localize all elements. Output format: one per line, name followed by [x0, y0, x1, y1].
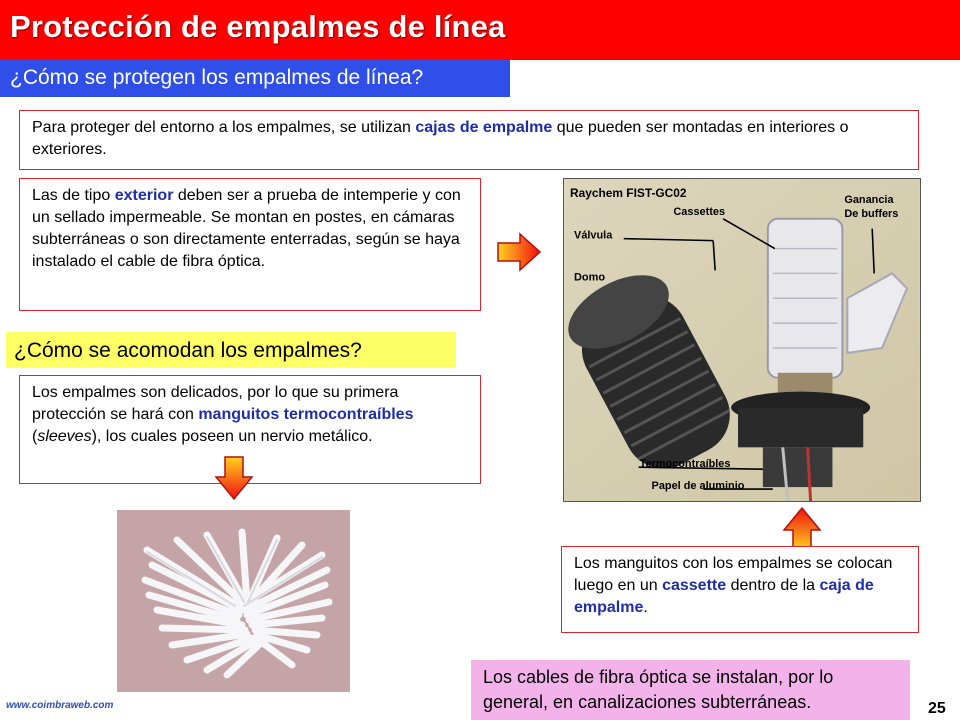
- intro-text-box: [19, 110, 919, 170]
- photo-label-model: Raychem FIST-GC02: [570, 185, 687, 200]
- splice-closure-photo: [563, 178, 921, 502]
- arrow-down-icon: [214, 455, 254, 501]
- photo-label-ganancia-1: Ganancia: [844, 193, 894, 206]
- intro-text-part: Para proteger del entorno a los empalmes, se utilizan: [32, 119, 416, 136]
- photo-label-ganancia-2: De buffers: [844, 207, 899, 220]
- cassette-text-part: Los manguitos con los empalmes se colocan luego en un: [574, 555, 893, 594]
- page-number: 25: [928, 700, 946, 717]
- cassette-highlight-2: caja de empalme: [574, 577, 874, 616]
- cassette-text-part: dentro de la: [726, 577, 820, 594]
- photo-label-valvula: Válvula: [574, 229, 613, 242]
- sleeves-photo: [117, 510, 350, 692]
- sleeves-text-part: Los empalmes son delicados, por lo que su primera protección se hará con: [32, 384, 399, 423]
- page-title: Protección de empalmes de línea: [10, 9, 506, 44]
- photo-label-papel: Papel de aluminio: [651, 480, 745, 493]
- photo-label-termo: Termocontraíbles: [639, 458, 731, 471]
- photo-label-cassettes: Cassettes: [673, 205, 726, 218]
- intro-highlight: cajas de empalme: [415, 119, 553, 136]
- underground-note: Los cables de fibra óptica se instalan, por lo general, en canalizaciones subterráneas.: [471, 660, 910, 720]
- sleeves-text-part: (: [32, 428, 38, 445]
- cassette-text-box: [561, 546, 919, 633]
- question1-text: ¿Cómo se protegen los empalmes de línea?: [10, 66, 424, 89]
- sleeves-italic: sleeves: [37, 428, 92, 445]
- exterior-text-box: [19, 178, 481, 311]
- intro-text-part: que pueden ser montadas en interiores o exteriores.: [32, 119, 849, 158]
- sleeves-highlight: manguitos termocontraíbles: [198, 406, 414, 423]
- arrow-right-icon: [496, 232, 542, 272]
- exterior-highlight: exterior: [114, 187, 174, 204]
- question2-text: ¿Cómo se acomodan los empalmes?: [14, 339, 362, 362]
- footer-url[interactable]: www.coimbraweb.com: [6, 700, 114, 711]
- exterior-text-part: deben ser a prueba de intemperie y con un sellado impermeable. Se montan en postes, en cámaras subterráneas o son directamente enterradas, según se haya instalado el cable de fibra óptica.: [32, 187, 461, 270]
- sleeves-text-part: ), los cuales poseen un nervio metálico.: [91, 428, 373, 445]
- cassette-highlight: cassette: [662, 577, 727, 594]
- photo-label-domo: Domo: [574, 271, 605, 284]
- cassette-text-part: .: [643, 599, 648, 616]
- exterior-text-part: Las de tipo: [32, 187, 115, 204]
